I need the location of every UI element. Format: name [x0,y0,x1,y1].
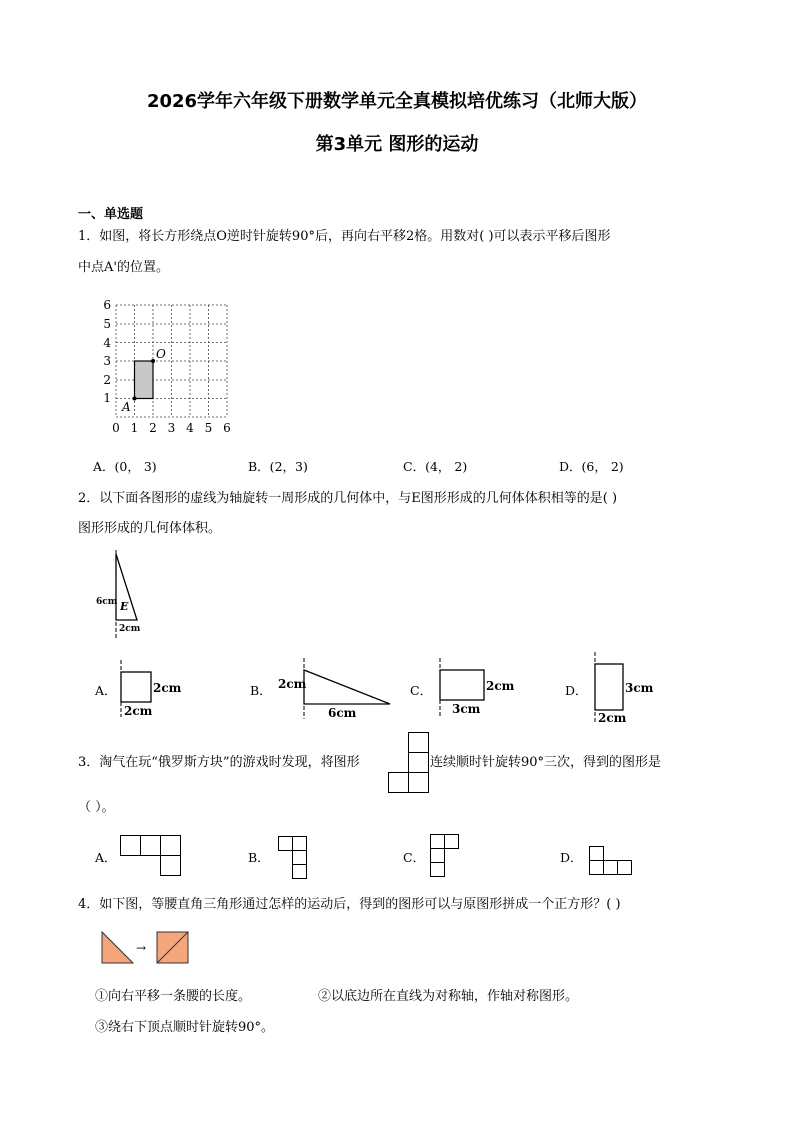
q1-label-a: A [122,400,131,414]
q2-e-label: E [120,600,129,613]
q2-figure-b [275,658,395,720]
q1-rectangle [135,361,154,399]
q2-e-height: 6cm [96,597,118,607]
x-tick: 6 [223,421,231,435]
q1-option-d[interactable]: D．(6， 2) [559,459,624,474]
q2-d-dim: 3cm [625,681,654,695]
q3-option-b[interactable]: B． [248,850,270,865]
q1-option-a[interactable]: A．(0， 3) [93,459,157,474]
y-tick: 1 [103,391,111,405]
q2-d-dim: 2cm [598,711,627,724]
q1-text-line2: 中点A'的位置。 [78,260,169,275]
q3-option-c[interactable]: C． [403,850,426,865]
q2-option-c[interactable]: C． [410,683,433,698]
q1-coordinate-grid [96,296,246,438]
q3-option-d[interactable]: D． [560,850,583,865]
section-heading: 一、单选题 [78,207,144,222]
y-tick: 5 [103,317,111,331]
q4-choice-1: ①向右平移一条腰的长度。 [95,989,252,1004]
q4-original-triangle [102,932,133,963]
q1-label-o: O [156,347,166,361]
q2-e-base: 2cm [119,624,141,634]
q2-option-a[interactable]: A． [95,683,117,698]
q4-arrow-icon: → [136,941,147,955]
q2-text-line1: 2．以下面各图形的虚线为轴旋转一周形成的几何体中，与E图形形成的几何体体积相等的是( ) [78,491,618,506]
q4-choice-2: ②以底边所在直线为对称轴，作轴对称图形。 [318,989,579,1004]
x-tick: 3 [167,421,176,435]
q3-option-a[interactable]: A． [95,850,117,865]
x-tick: 2 [149,421,157,435]
q4-text: 4．如下图，等腰直角三角形通过怎样的运动后，得到的图形可以与原图形拼成一个正方形？( ) [78,897,621,912]
q4-choice-3: ③绕右下顶点顺时针旋转90°。 [95,1020,275,1035]
q2-a-dim: 2cm [124,704,153,718]
q2-b-dim: 6cm [328,706,357,720]
q3-figure-c [428,833,464,879]
q2-a-dim: 2cm [153,681,182,695]
q1-point-a [133,397,137,401]
q3-figure-d [586,844,638,876]
q2-option-d[interactable]: D． [565,683,588,698]
q2-text-line2: 图形形成的几何体体积。 [78,521,222,536]
y-tick: 6 [103,298,111,312]
q3-tetromino [387,731,431,793]
q3-text-line2: （ ）。 [78,800,115,815]
q2-triangle-e [92,548,152,640]
q1-point-o [151,359,155,363]
q2-option-b[interactable]: B． [250,683,272,698]
q3-figure-a [118,834,182,878]
page-title: 2026学年六年级下册数学单元全真模拟培优练习（北师大版） [146,91,648,112]
q2-figure-a [115,660,185,718]
q1-option-c[interactable]: C．(4， 2) [403,459,468,474]
x-tick: 4 [186,421,194,435]
q3-text-prefix: 3．淘气在玩“俄罗斯方块”的游戏时发现，将图形 [78,755,360,770]
y-tick: 2 [103,373,111,387]
q2-c-dim: 3cm [452,702,481,716]
q1-option-b[interactable]: B．(2，3) [248,459,308,474]
y-tick: 4 [103,336,111,350]
page-subtitle: 第3单元 图形的运动 [315,134,479,155]
q3-figure-b [276,835,312,879]
q2-figure-d [589,652,659,724]
x-tick: 1 [130,421,139,435]
y-tick: 3 [103,354,111,368]
q2-c-dim: 2cm [486,679,514,693]
x-tick: 5 [204,421,213,435]
x-tick: 0 [112,421,120,435]
q4-triangle-diagram [100,930,192,966]
q2-figure-c [434,658,514,718]
q2-b-dim: 2cm [278,677,307,691]
q1-text-line1: 1．如图，将长方形绕点O逆时针旋转90°后，再向右平移2格。用数对( )可以表示平移后图形 [78,229,611,244]
q3-text-suffix: 连续顺时针旋转90°三次，得到的图形是 [430,755,662,770]
